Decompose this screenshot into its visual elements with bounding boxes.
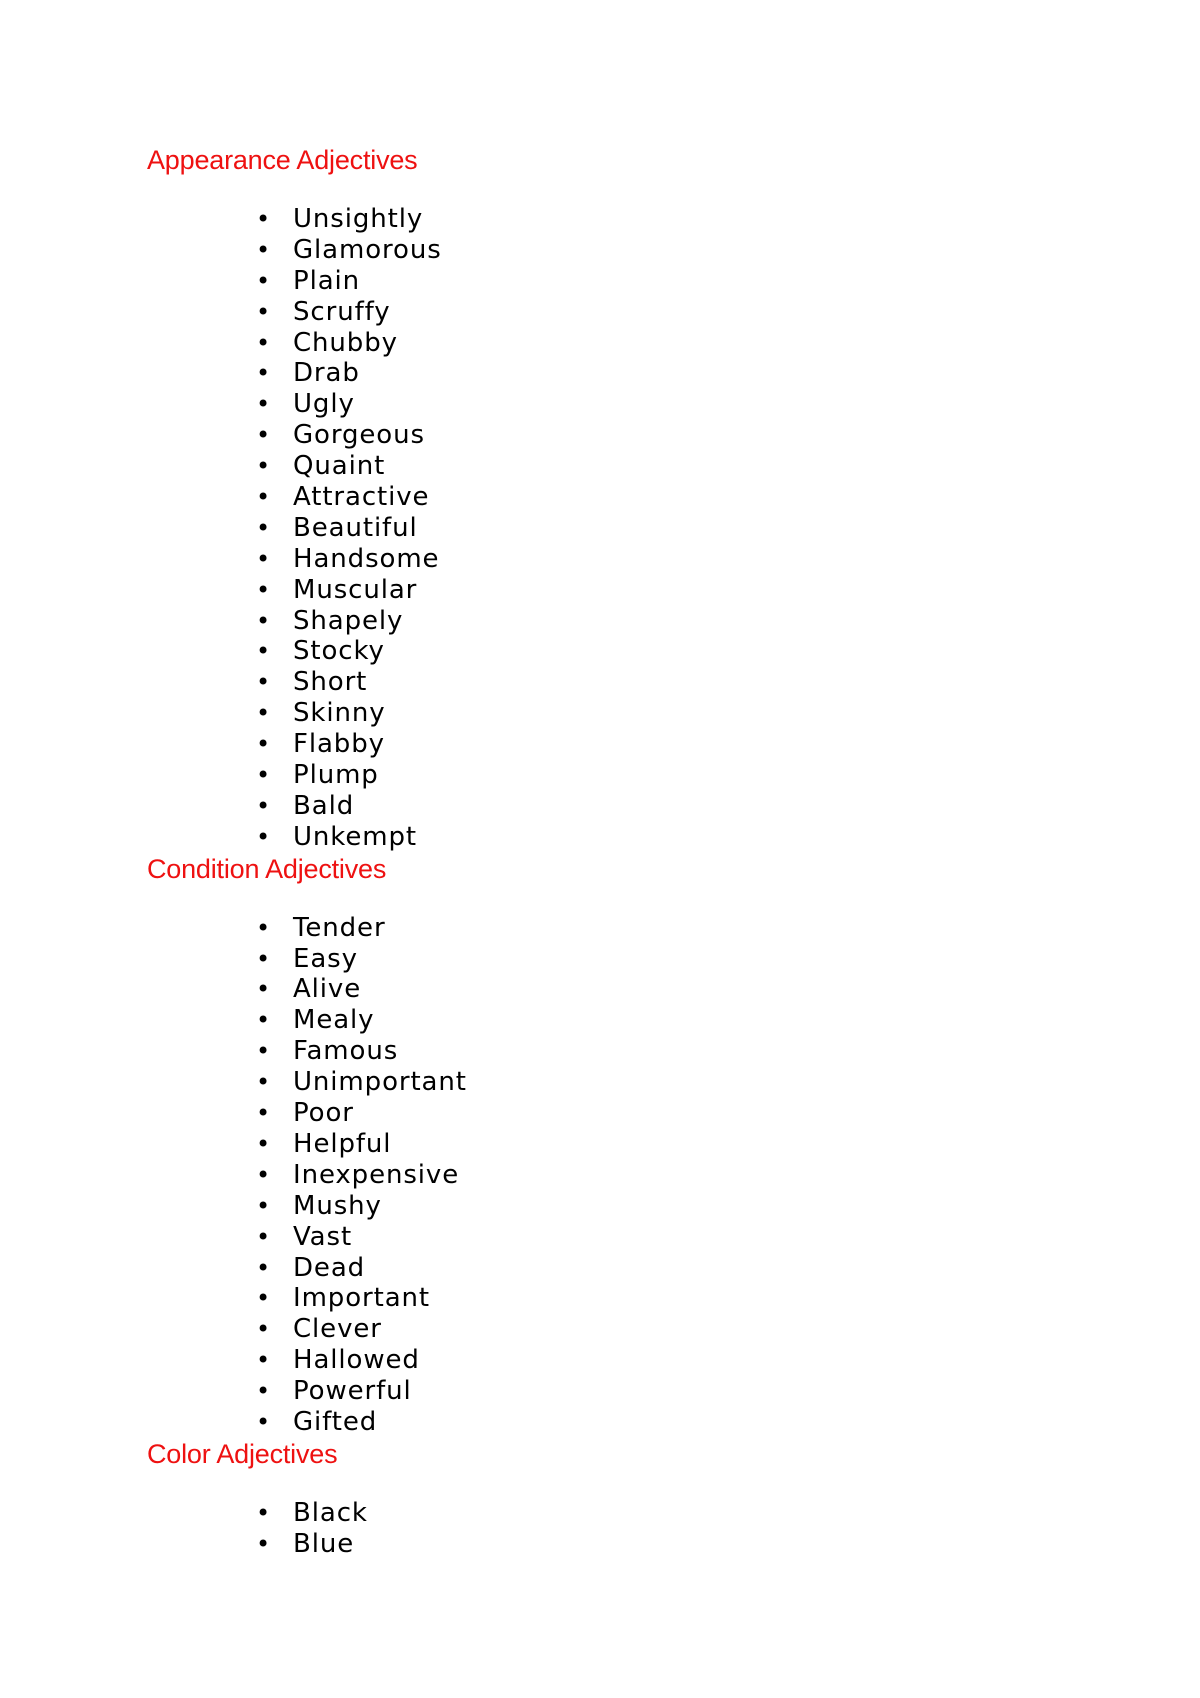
- bullet-icon: •: [256, 452, 272, 481]
- list-item: [147, 235, 1147, 266]
- list-item-label: Handsome: [293, 543, 440, 574]
- list-item-label: Famous: [293, 1036, 399, 1067]
- bullet-icon: •: [256, 205, 272, 233]
- list-item: [147, 698, 1147, 729]
- list-item-label: Plain: [293, 265, 361, 296]
- list-item: [147, 1036, 1147, 1067]
- list-item-label: Powerful: [293, 1376, 412, 1407]
- bullet-icon: •: [256, 975, 272, 1004]
- bullet-icon: •: [256, 668, 272, 697]
- list-item: [147, 974, 1147, 1005]
- list-item-label: Plump: [293, 760, 379, 791]
- bullet-icon: •: [256, 822, 272, 851]
- bullet-icon: •: [256, 1284, 272, 1313]
- list-item: [147, 420, 1147, 451]
- list-item-label: Chubby: [293, 327, 398, 358]
- bullet-icon: •: [256, 1498, 272, 1527]
- list-item: [147, 1253, 1147, 1284]
- bullet-icon: •: [256, 637, 272, 666]
- list-item: [147, 636, 1147, 667]
- list-item: [147, 791, 1147, 822]
- list-item: [147, 1376, 1147, 1407]
- list-item: [147, 667, 1147, 698]
- bullet-icon: •: [256, 730, 272, 759]
- bullet-icon: •: [256, 1222, 272, 1251]
- list-item: [147, 297, 1147, 328]
- list-item: [147, 913, 1147, 944]
- bullet-icon: •: [256, 1407, 272, 1436]
- bullet-icon: •: [256, 761, 272, 790]
- list-item: [147, 1191, 1147, 1222]
- list-item-label: Shapely: [293, 605, 404, 636]
- list-item-label: Alive: [293, 974, 362, 1005]
- bullet-icon: •: [256, 1160, 272, 1189]
- bullet-list: [147, 913, 1147, 1438]
- bullet-icon: •: [256, 1315, 272, 1344]
- list-item-label: Muscular: [293, 574, 418, 605]
- bullet-icon: •: [256, 235, 272, 264]
- list-item-label: Hallowed: [293, 1345, 420, 1376]
- list-item-label: Mushy: [293, 1190, 382, 1221]
- list-item: [147, 606, 1147, 637]
- list-item-label: Dead: [293, 1252, 366, 1283]
- list-item: [147, 1067, 1147, 1098]
- bullet-icon: •: [256, 575, 272, 604]
- list-item: [147, 1160, 1147, 1191]
- bullet-icon: •: [256, 1037, 272, 1066]
- list-item: [147, 575, 1147, 606]
- list-item-label: Black: [293, 1497, 368, 1528]
- list-item: [147, 451, 1147, 482]
- list-item: [147, 1222, 1147, 1253]
- list-item-label: Clever: [293, 1314, 382, 1345]
- bullet-icon: •: [256, 606, 272, 635]
- bullet-icon: •: [256, 1529, 272, 1558]
- list-item-label: Ugly: [293, 389, 355, 420]
- list-item-label: Short: [293, 667, 368, 698]
- bullet-icon: •: [256, 1068, 272, 1097]
- list-item-label: Stocky: [293, 636, 385, 667]
- list-item-label: Gifted: [293, 1406, 378, 1437]
- list-item-label: Quaint: [293, 451, 386, 482]
- list-item: [147, 1129, 1147, 1160]
- list-item: [147, 513, 1147, 544]
- list-item-label: Attractive: [293, 482, 430, 513]
- bullet-icon: •: [256, 390, 272, 419]
- bullet-icon: •: [256, 1253, 272, 1282]
- list-item-label: Important: [293, 1283, 430, 1314]
- list-item-label: Unkempt: [293, 821, 417, 852]
- list-item-label: Glamorous: [293, 234, 442, 265]
- bullet-icon: •: [256, 944, 272, 973]
- bullet-icon: •: [256, 359, 272, 388]
- list-item-label: Blue: [293, 1528, 355, 1559]
- list-item-label: Tender: [293, 912, 386, 943]
- bullet-list: [147, 1498, 1147, 1560]
- bullet-icon: •: [256, 913, 272, 942]
- list-item: [147, 328, 1147, 359]
- list-item-label: Inexpensive: [293, 1159, 460, 1190]
- list-item-label: Scruffy: [293, 296, 391, 327]
- bullet-icon: •: [256, 483, 272, 512]
- list-item-label: Poor: [293, 1098, 354, 1129]
- bullet-icon: •: [256, 1377, 272, 1406]
- bullet-icon: •: [256, 513, 272, 542]
- bullet-icon: •: [256, 544, 272, 573]
- section-heading: Appearance Adjectives: [147, 145, 418, 175]
- list-item: [147, 358, 1147, 389]
- list-item-label: Mealy: [293, 1005, 375, 1036]
- bullet-icon: •: [256, 1006, 272, 1035]
- list-item-label: Unsightly: [293, 204, 424, 234]
- list-item-label: Vast: [293, 1221, 353, 1252]
- list-item: [147, 1098, 1147, 1129]
- list-item: [147, 204, 1147, 235]
- document-content: [147, 144, 1147, 1560]
- list-item-label: Bald: [293, 790, 355, 821]
- section-heading: Condition Adjectives: [147, 853, 387, 884]
- list-item: [147, 1345, 1147, 1376]
- bullet-icon: •: [256, 1346, 272, 1375]
- list-item: [147, 1498, 1147, 1529]
- list-item: [147, 482, 1147, 513]
- list-item: [147, 1314, 1147, 1345]
- list-item-label: Drab: [293, 358, 360, 389]
- list-item: [147, 389, 1147, 420]
- list-item: [147, 944, 1147, 975]
- list-item-label: Unimportant: [293, 1067, 467, 1098]
- bullet-icon: •: [256, 1129, 272, 1158]
- bullet-icon: •: [256, 266, 272, 295]
- bullet-icon: •: [256, 1191, 272, 1220]
- bullet-icon: •: [256, 791, 272, 820]
- list-item-label: Skinny: [293, 698, 386, 729]
- list-item: [147, 1005, 1147, 1036]
- list-item: [147, 1407, 1147, 1438]
- list-item: [147, 760, 1147, 791]
- bullet-icon: •: [256, 328, 272, 357]
- bullet-icon: •: [256, 699, 272, 728]
- list-item: [147, 1529, 1147, 1560]
- section-heading: Color Adjectives: [147, 1438, 338, 1469]
- list-item: [147, 822, 1147, 853]
- list-item-label: Flabby: [293, 729, 385, 760]
- bullet-icon: •: [256, 1099, 272, 1128]
- list-item: [147, 266, 1147, 297]
- list-item-label: Beautiful: [293, 512, 418, 543]
- list-item-label: Gorgeous: [293, 420, 425, 451]
- list-item: [147, 729, 1147, 760]
- list-item: [147, 544, 1147, 575]
- bullet-icon: •: [256, 297, 272, 326]
- list-item: [147, 1283, 1147, 1314]
- bullet-list: [147, 204, 1147, 853]
- list-item-label: Easy: [293, 943, 358, 974]
- list-item-label: Helpful: [293, 1128, 392, 1159]
- bullet-icon: •: [256, 421, 272, 450]
